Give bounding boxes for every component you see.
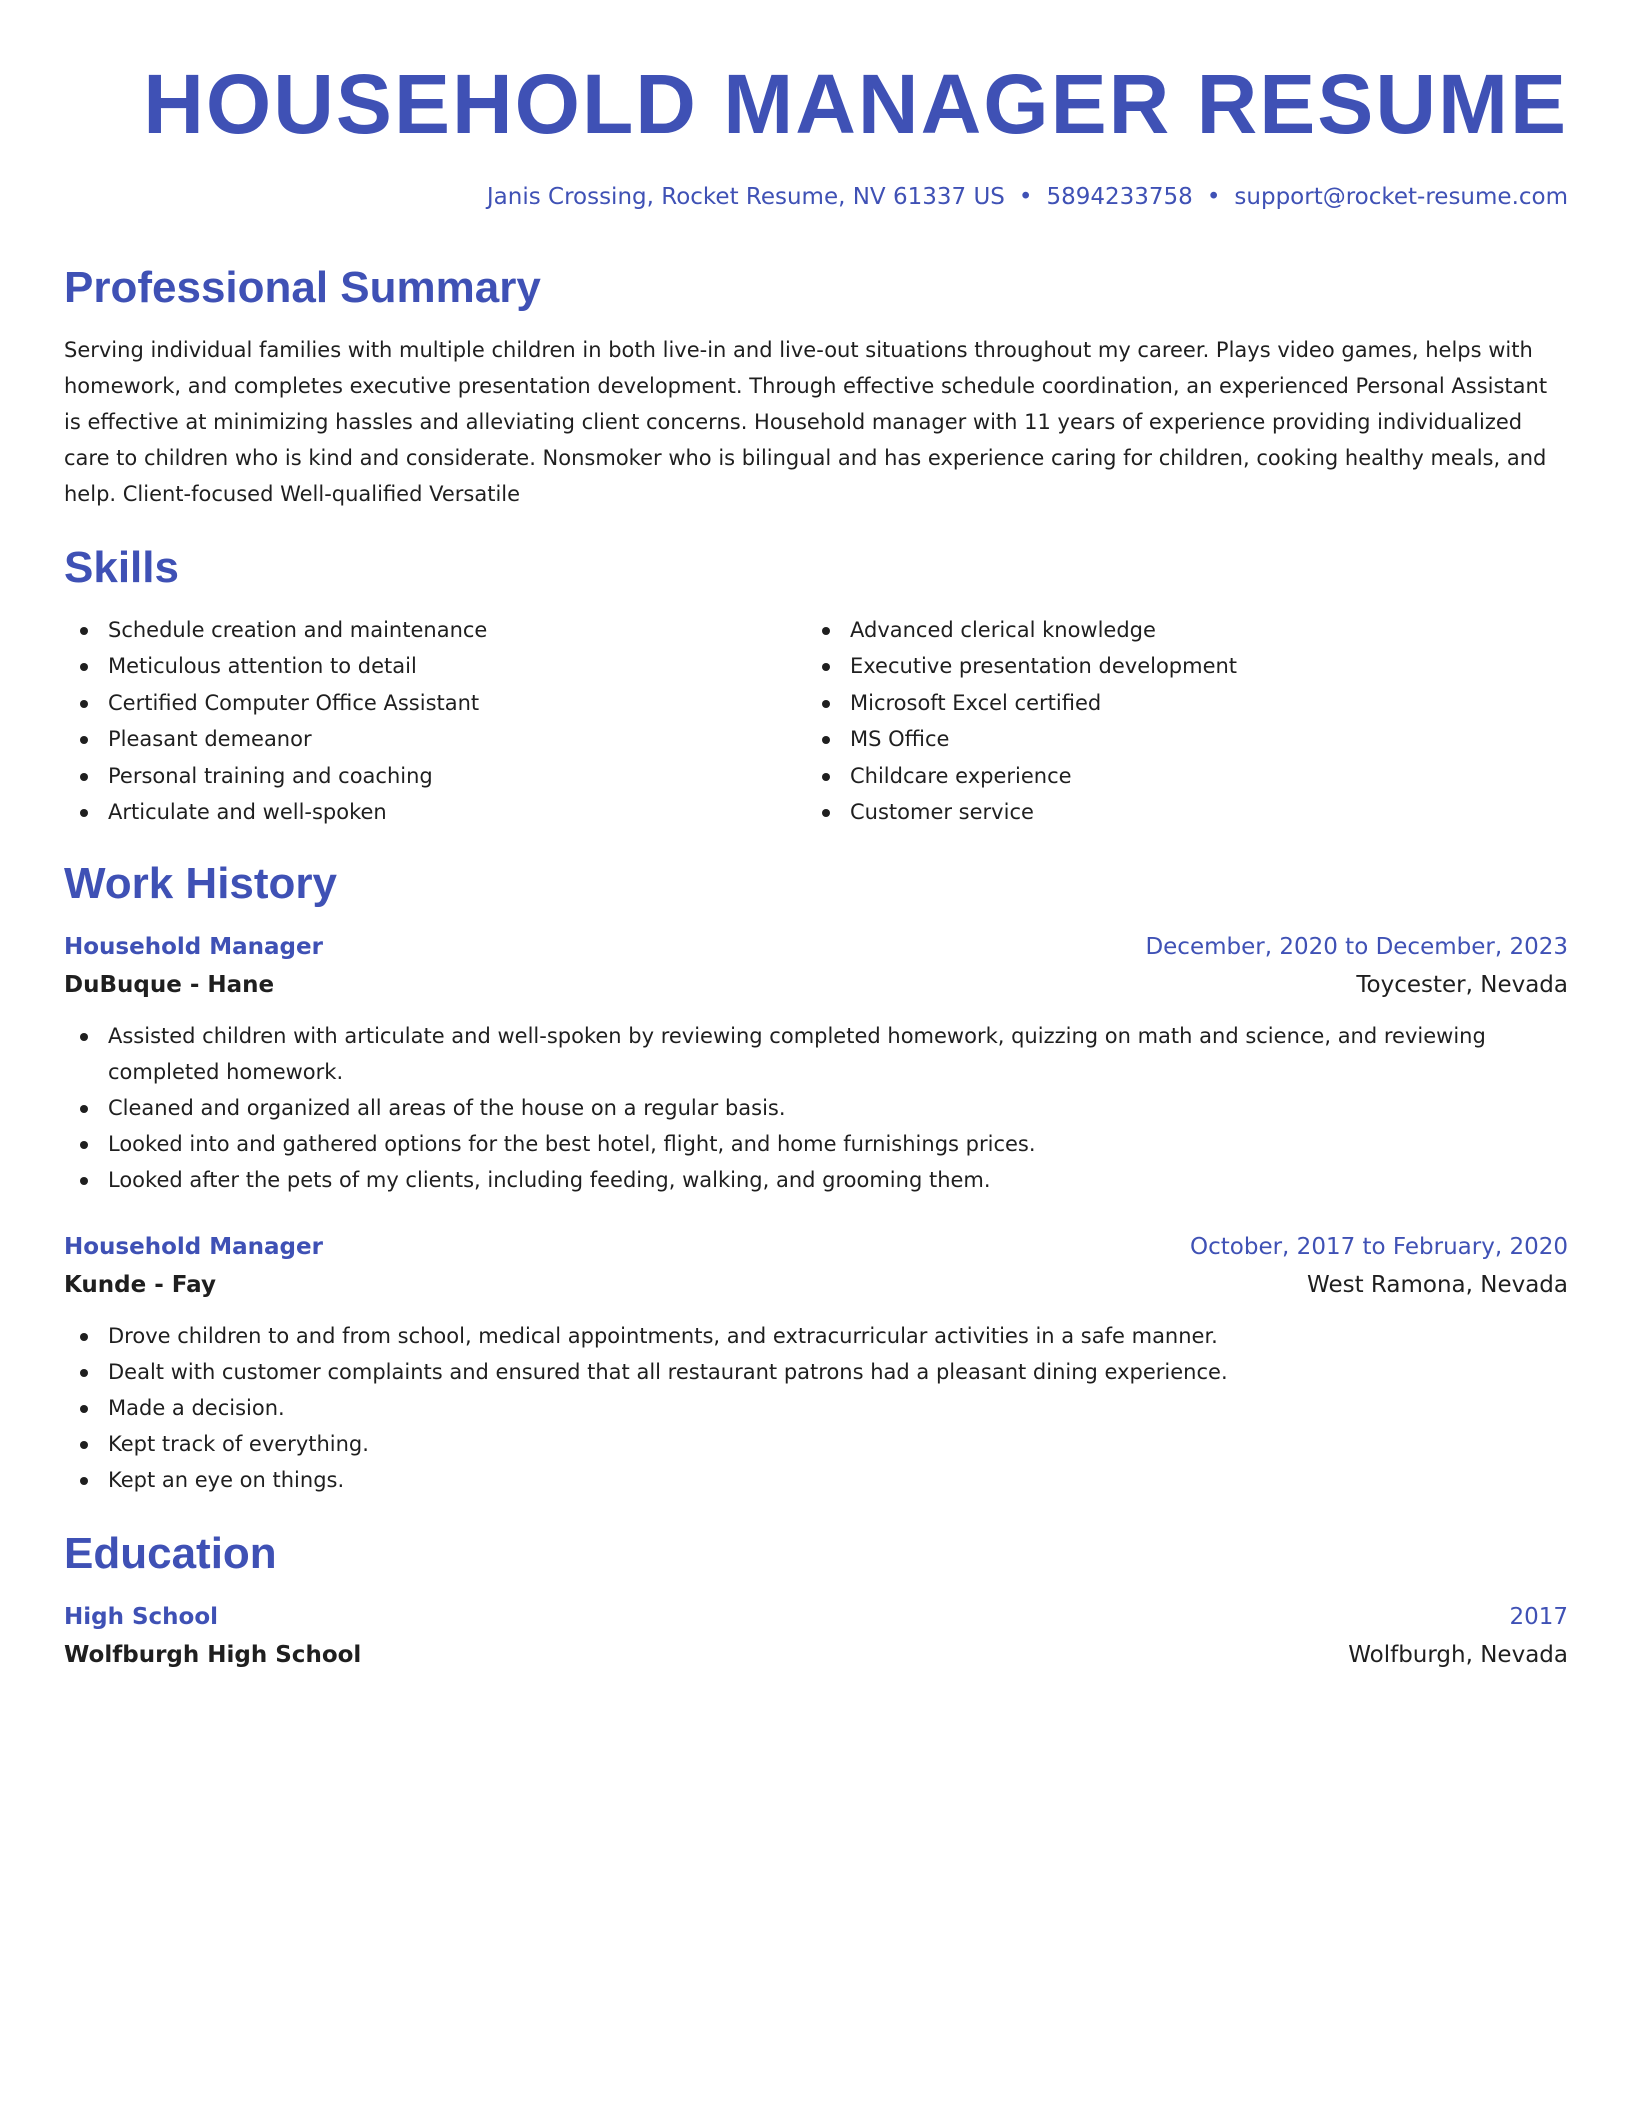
job-duties <box>64 1018 1568 1198</box>
job-title: Household Manager <box>64 934 323 961</box>
education-year: 2017 <box>1509 1604 1568 1631</box>
job-duty: Kept track of everything. <box>64 1426 1568 1462</box>
skill-item: Executive presentation development <box>806 648 1548 684</box>
job-entry <box>64 928 1568 1198</box>
contact-email[interactable]: support@rocket-resume.com <box>1234 184 1568 210</box>
contact-phone: 5894233758 <box>1046 184 1193 210</box>
skills-column-right <box>806 612 1548 830</box>
job-dates: October, 2017 to February, 2020 <box>1190 1234 1568 1261</box>
skill-item: Customer service <box>806 794 1548 830</box>
job-title: Household Manager <box>64 1234 323 1261</box>
job-subheader <box>64 966 1568 1004</box>
job-duty: Kept an eye on things. <box>64 1462 1568 1498</box>
job-subheader <box>64 1266 1568 1304</box>
skill-item: Advanced clerical knowledge <box>806 612 1548 648</box>
job-duties <box>64 1318 1568 1498</box>
job-duty: Cleaned and organized all areas of the house on a regular basis. <box>64 1090 1568 1126</box>
contact-separator: • <box>1206 184 1221 210</box>
job-employer: Kunde - Fay <box>64 1272 216 1299</box>
contact-separator: • <box>1018 184 1033 210</box>
skill-item: Microsoft Excel certified <box>806 685 1548 721</box>
job-duty: Looked into and gathered options for the best hotel, flight, and home furnishings prices. <box>64 1126 1568 1162</box>
skill-item: Articulate and well-spoken <box>64 794 806 830</box>
job-duty: Assisted children with articulate and well-spoken by reviewing completed homework, quizzing on math and science, and reviewing completed homework. <box>64 1018 1568 1090</box>
skill-item: Childcare experience <box>806 758 1548 794</box>
job-duty: Looked after the pets of my clients, including feeding, walking, and grooming them. <box>64 1162 1568 1198</box>
education-entry <box>64 1598 1568 1674</box>
contact-address: Janis Crossing, Rocket Resume, NV 61337 US <box>486 184 1005 210</box>
skill-item: Certified Computer Office Assistant <box>64 685 806 721</box>
contact-line <box>64 182 1568 212</box>
resume-title: HOUSEHOLD MANAGER RESUME <box>143 57 1568 151</box>
education-degree: High School <box>64 1604 219 1631</box>
skills-column-left <box>64 612 806 830</box>
job-entry <box>64 1228 1568 1498</box>
skill-item: Schedule creation and maintenance <box>64 612 806 648</box>
job-header <box>64 1228 1568 1266</box>
education-heading: Education <box>64 1529 277 1579</box>
job-employer: DuBuque - Hane <box>64 972 275 999</box>
skill-item: Pleasant demeanor <box>64 721 806 757</box>
job-duty: Dealt with customer complaints and ensured that all restaurant patrons had a pleasant dining experience. <box>64 1354 1568 1390</box>
education-header <box>64 1598 1568 1636</box>
job-duty: Made a decision. <box>64 1390 1568 1426</box>
skills-list <box>64 612 1568 830</box>
skill-item: MS Office <box>806 721 1548 757</box>
education-school: Wolfburgh High School <box>64 1642 362 1669</box>
job-location: West Ramona, Nevada <box>1307 1272 1568 1299</box>
skill-item: Meticulous attention to detail <box>64 648 806 684</box>
job-location: Toycester, Nevada <box>1356 972 1568 999</box>
skills-heading: Skills <box>64 543 179 592</box>
work-history-heading: Work History <box>64 859 338 909</box>
summary-text: Serving individual families with multiple children in both live-in and live-out situations throughout my career. Plays video games, helps with homework, and completes executive presentation development. Through effective schedule coordination, an experienced Personal Assistant is effective at minimizing hassles and alleviating client concerns. Household manager with 11 years of experience providing individualized care to children who is kind and considerate. Nonsmoker who is bilingual and has experience caring for children, cooking healthy meals, and help. Client-focused Well-qualified Versatile <box>64 338 1548 506</box>
resume-page <box>64 0 1568 1674</box>
job-dates: December, 2020 to December, 2023 <box>1145 934 1568 961</box>
skill-item: Personal training and coaching <box>64 758 806 794</box>
job-header <box>64 928 1568 966</box>
education-location: Wolfburgh, Nevada <box>1348 1642 1568 1669</box>
education-subheader <box>64 1636 1568 1674</box>
job-duty: Drove children to and from school, medical appointments, and extracurricular activities in a safe manner. <box>64 1318 1568 1354</box>
summary-heading: Professional Summary <box>64 263 541 312</box>
